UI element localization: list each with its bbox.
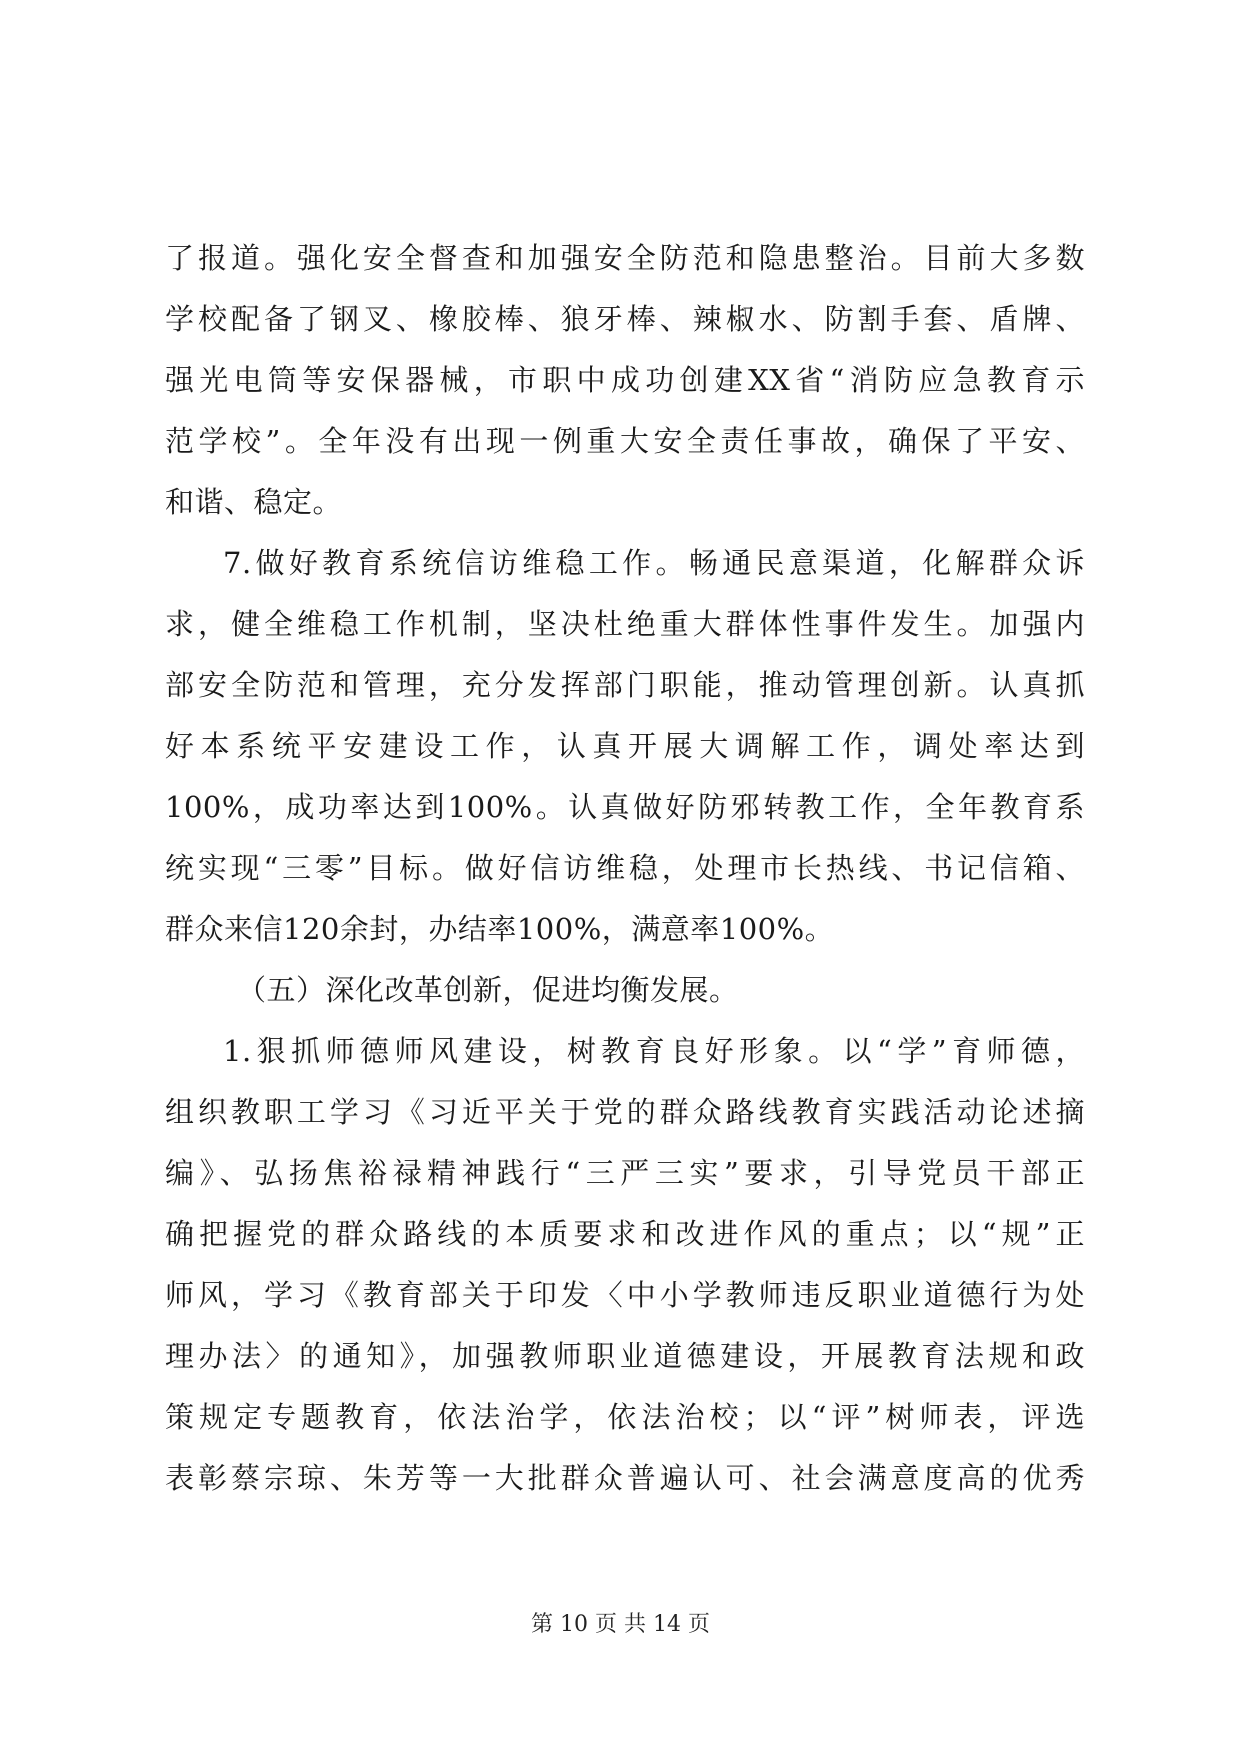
text-line: 统实现“三零”目标。做好信访维稳，处理市长热线、书记信箱、 [165,851,1085,885]
text-line: 群众来信120余封，办结率100%，满意率100%。 [165,912,835,946]
text-line: 范学校”。全年没有出现一例重大安全责任事故，确保了平安、 [165,424,1085,458]
text-line: 和谐、稳定。 [165,485,343,519]
text-line: 求，健全维稳工作机制，坚决杜绝重大群体性事件发生。加强内 [165,607,1085,641]
text-line: 策规定专题教育，依法治学，依法治校；以“评”树师表，评选 [165,1400,1085,1434]
text-line: 确把握党的群众路线的本质要求和改进作风的重点；以“规”正 [165,1217,1085,1251]
text-line: 编》、弘扬焦裕禄精神践行“三严三实”要求，引导党员干部正 [165,1156,1085,1190]
text-line: 师风，学习《教育部关于印发〈中小学教师违反职业道德行为处 [165,1278,1085,1312]
section-heading: （五）深化改革创新，促进均衡发展。 [237,973,739,1007]
text-line: 好本系统平安建设工作，认真开展大调解工作，调处率达到 [165,729,1085,763]
page-number-footer: 第 10 页 共 14 页 [531,1612,710,1637]
text-line: 表彰蔡宗琼、朱芳等一大批群众普遍认可、社会满意度高的优秀 [165,1461,1085,1495]
text-line: 了报道。强化安全督查和加强安全防范和隐患整治。目前大多数 [165,241,1085,275]
text-line: 部安全防范和管理，充分发挥部门职能，推动管理创新。认真抓 [165,668,1085,702]
text-line: 组织教职工学习《习近平关于党的群众路线教育实践活动论述摘 [165,1095,1085,1129]
text-line: 强光电筒等安保器械，市职中成功创建XX省“消防应急教育示 [165,363,1085,397]
text-line: 学校配备了钢叉、橡胶棒、狼牙棒、辣椒水、防割手套、盾牌、 [165,302,1085,336]
paragraph-start-line: 7.做好教育系统信访维稳工作。畅通民意渠道，化解群众诉 [223,546,1085,580]
paragraph-start-line: 1.狠抓师德师风建设，树教育良好形象。以“学”育师德， [223,1034,1085,1068]
text-line: 理办法〉的通知》，加强教师职业道德建设，开展教育法规和政 [165,1339,1085,1373]
text-line: 100%，成功率达到100%。认真做好防邪转教工作，全年教育系 [165,790,1085,824]
body-text [165,228,1085,1509]
